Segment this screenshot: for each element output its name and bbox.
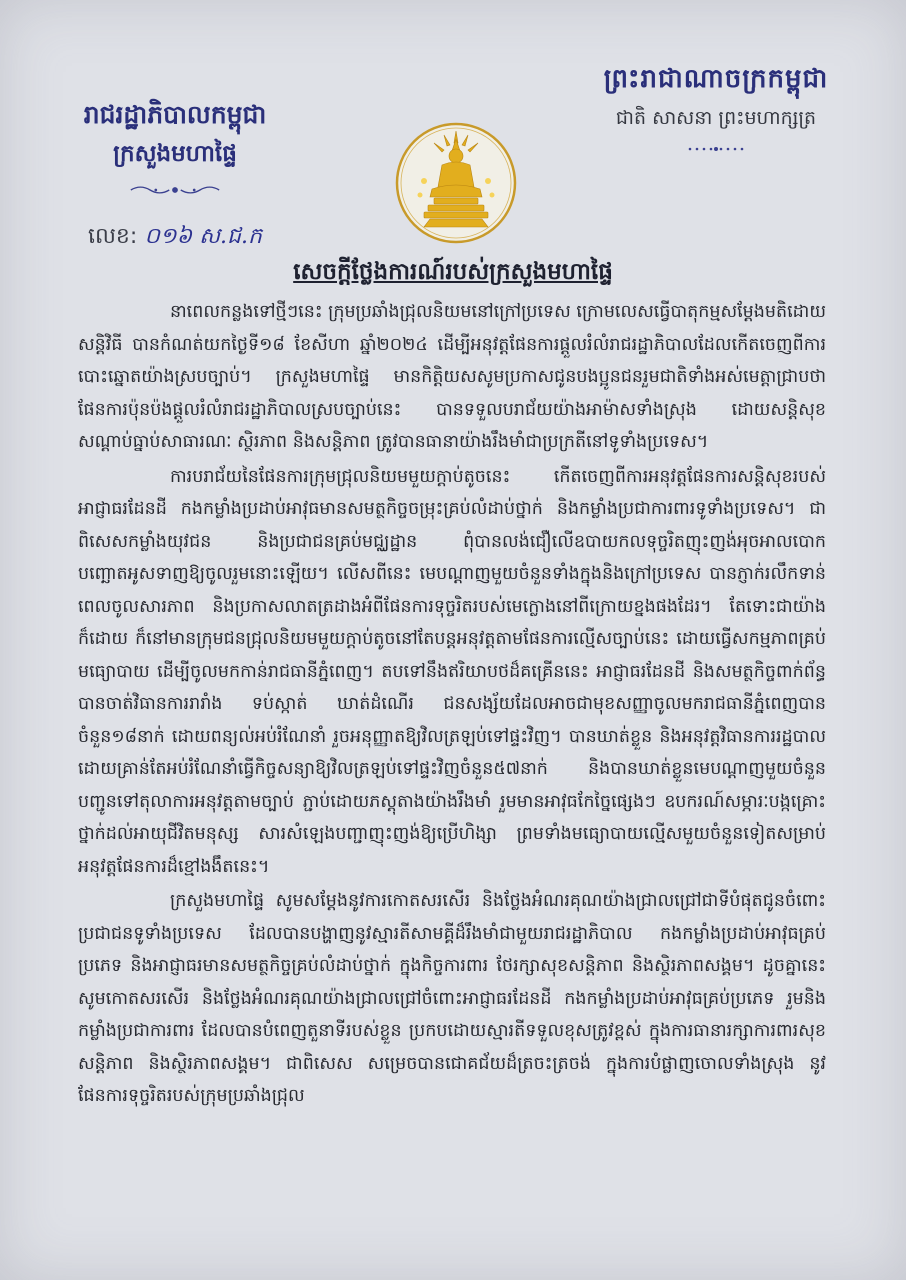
paragraph: នាពេលកន្លងទៅថ្មីៗនេះ ក្រុមប្រឆាំងជ្រុលនិយមនៅក្រៅប្រទេស ក្រោមលេសធ្វើបាតុកម្មសម្តែងមតិដោយសន្តិវិធី បានកំណត់យកថ្ងៃទី១៨ ខែសីហា ឆ្នាំ២០២៤ ដើម្បីអនុវត្តផែនការផ្តួលរំលំរាជរដ្ឋាភិបាលដែលកើតចេញពីការបោះឆ្នោតយ៉ាងស្របច្បាប់។ ក្រសួងមហាផ្ទៃ មានកិត្តិយសសូមប្រកាសជូនបងប្អូនជនរួមជាតិទាំងអស់មេត្តាជ្រាបថា ផែនការប៉ុនប៉ងផ្តួលរំលំរាជរដ្ឋាភិបាលស្របច្បាប់នេះ បានទទួលបរាជ័យយ៉ាងអាម៉ាសទាំងស្រុង ដោយសន្តិសុខ សណ្តាប់ធ្នាប់សាធារណៈ ស្ថិរភាព និងសន្តិភាព ត្រូវបានធានាយ៉ាងរឹងមាំជាប្រក្រតីនៅទូទាំងប្រទេស។ [78, 302, 826, 452]
document-title: សេចក្តីថ្លែងការណ៍របស់ក្រសួងមហាផ្ទៃ [293, 259, 613, 285]
kingdom-motto: ជាតិ សាសនា ព្រះមហាក្សត្រ [615, 107, 817, 129]
ministry-title: ក្រសួងមហាផ្ទៃ [113, 141, 237, 167]
reference-number [88, 222, 262, 254]
ornament-divider-icon [686, 144, 746, 154]
ministry-header [80, 100, 270, 201]
paragraph: ការបរាជ័យនៃផែនការក្រុមជ្រុលនិយមមួយក្តាប់តូចនេះ កើតចេញពីការអនុវត្តផែនការសន្តិសុខរបស់អាជ្ញាធរដែនដី កងកម្លាំងប្រដាប់អាវុធមានសមត្ថកិច្ចចម្រុះគ្រប់លំដាប់ថ្នាក់ និងកម្លាំងប្រជាការពារទូទាំងប្រទេស។ ជាពិសេសកម្លាំងយុវជន និងប្រជាជនគ្រប់មជ្ឈដ្ឋាន ពុំបានលង់ជឿលើឧបាយកលទុច្ចរិតញុះញង់អុចអាលបោកបញ្ឆោតអូសទាញឱ្យចូលរួមនោះឡើយ។ លើសពីនេះ មេបណ្តាញមួយចំនួនទាំងក្នុងនិងក្រៅប្រទេស បានភ្ញាក់រលឹកទាន់ពេលចូលសារភាព និងប្រកាសលាតត្រដាងអំពីផែនការទុច្ចរិតរបស់មេក្លោងនៅពីក្រោយខ្នងផងដែរ។ តែទោះជាយ៉ាងក៏ដោយ ក៏នៅមានក្រុមជនជ្រុលនិយមមួយក្តាប់តូចនៅតែបន្តអនុវត្តតាមផែនការល្មើសច្បាប់នេះ ដោយធ្វើសកម្មភាពគ្រប់មធ្យោបាយ ដើម្បីចូលមកកាន់រាជធានីភ្នំពេញ។ តបទៅនឹងឥរិយាបថដ៏គគ្រើននេះ អាជ្ញាធរដែនដី និងសមត្ថកិច្ចពាក់ព័ន្ធបានចាត់វិធានការរារាំង ទប់ស្កាត់ ឃាត់ដំណើរ ជនសង្ស័យដែលអាចជាមុខសញ្ញាចូលមករាជធានីភ្នំពេញបានចំនួន១៨នាក់ ដោយពន្យល់អប់រំណែនាំ រួចអនុញ្ញាតឱ្យវិលត្រឡប់ទៅផ្ទះវិញ។ បានឃាត់ខ្លួន និងអនុវត្តវិធានការរដ្ឋបាល ដោយគ្រាន់តែអប់រំណែនាំធ្វើកិច្ចសន្យាឱ្យវិលត្រឡប់ទៅផ្ទះវិញចំនួន៥៧នាក់ និងបានឃាត់ខ្លួនមេបណ្តាញមួយចំនួនបញ្ជូនទៅតុលាការអនុវត្តតាមច្បាប់ ភ្ជាប់ដោយភស្តុតាងយ៉ាងរឹងមាំ រួមមានអាវុធកែច្នៃផ្សេងៗ ឧបករណ៍សម្ភារៈបង្កគ្រោះថ្នាក់ដល់អាយុជីវិតមនុស្ស សារសំឡេងបញ្ជាញុះញង់ឱ្យប្រើហិង្សា ព្រមទាំងមធ្យោបាយល្មើសមួយចំនួនទៀតសម្រាប់អនុវត្តផែនការដ៏ខ្មៅងងឹតនេះ។ [78, 466, 826, 877]
ornament-divider-icon [127, 183, 223, 197]
government-title: រាជរដ្ឋាភិបាលកម្ពុជា [83, 100, 267, 129]
reference-label: លេខ: [88, 224, 138, 249]
document-body [78, 296, 826, 1115]
paragraph: ក្រសួងមហាផ្ទៃ សូមសម្តែងនូវការកោតសរសើរ និងថ្លែងអំណរគុណយ៉ាងជ្រាលជ្រៅជាទីបំផុតជូនចំពោះប្រជាជនទូទាំងប្រទេស ដែលបានបង្ហាញនូវស្មារតីសាមគ្គីដ៏រឹងមាំជាមួយរាជរដ្ឋាភិបាល កងកម្លាំងប្រដាប់អាវុធគ្រប់ប្រភេទ និងអាជ្ញាធរមានសមត្ថកិច្ចគ្រប់លំដាប់ថ្នាក់ ក្នុងកិច្ចការពារ ថែរក្សាសុខសន្តិភាព និងស្ថិរភាពសង្គម។ ដូចគ្នានេះ សូមកោតសរសើរ និងថ្លែងអំណរគុណយ៉ាងជ្រាលជ្រៅចំពោះអាជ្ញាធរដែនដី កងកម្លាំងប្រដាប់អាវុធគ្រប់ប្រភេទ រួមនិងកម្លាំងប្រជាការពារ ដែលបានបំពេញតួនាទីរបស់ខ្លួន ប្រកបដោយស្មារតីទទួលខុសត្រូវខ្ពស់ ក្នុងការធានារក្សាការពារសុខសន្តិភាព និងស្ថិរភាពសង្គម។ ជាពិសេស សម្រេចបានជោគជ័យដ៏ត្រចះត្រចង់ ក្នុងការបំផ្លាញចោលទាំងស្រុង នូវផែនការទុច្ចរិតរបស់ក្រុមប្រឆាំងជ្រុល [78, 891, 826, 1106]
reference-value: ០១៦ ស.ជ.ក [144, 224, 262, 249]
kingdom-header [596, 62, 836, 158]
ministry-seal-icon [394, 121, 518, 245]
kingdom-title: ព្រះរាជាណាចក្រកម្ពុជា [603, 64, 829, 94]
